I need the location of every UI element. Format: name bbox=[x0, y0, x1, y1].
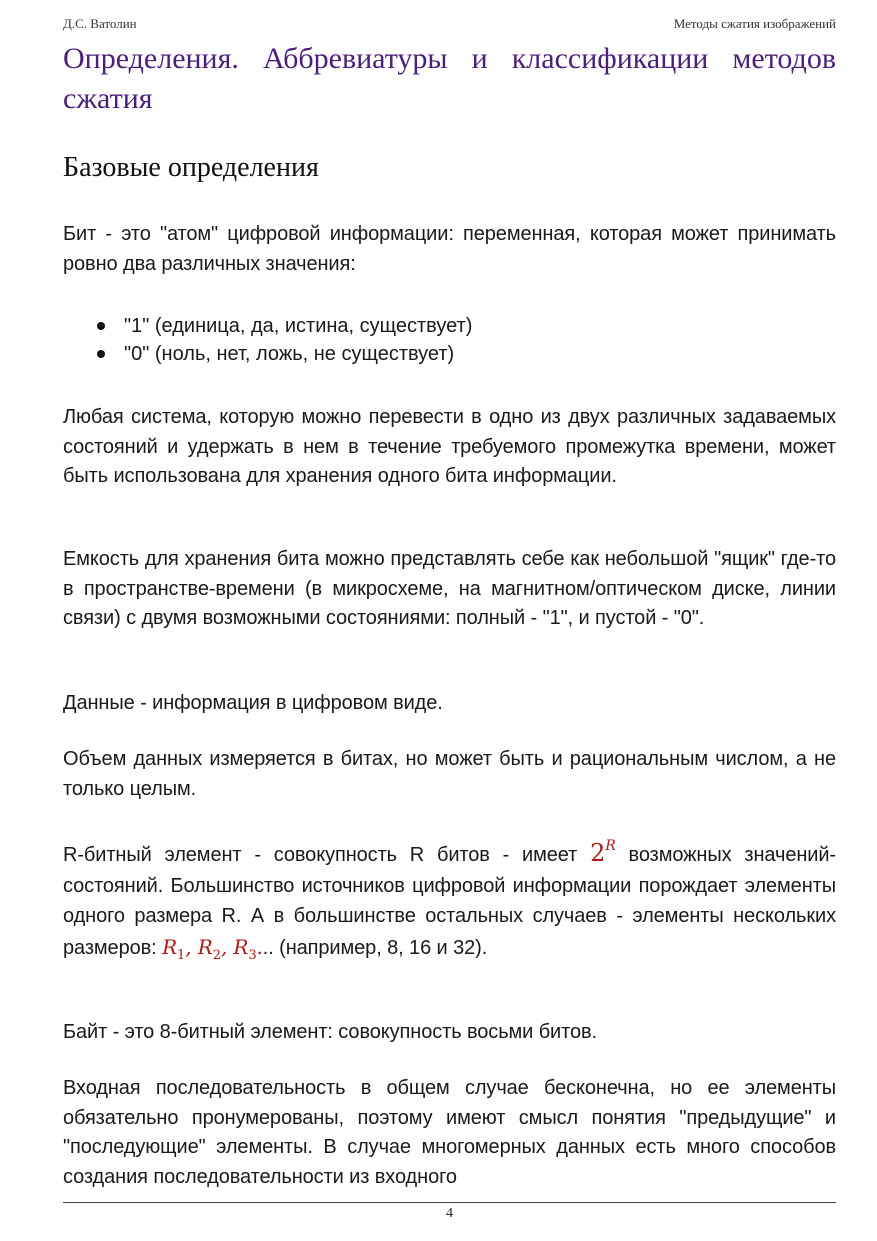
formula-exponent: R bbox=[605, 838, 616, 854]
r-bit-text-1: R-битный элемент - совокупность R битов - имеет bbox=[63, 844, 591, 866]
formula-two-power-r bbox=[590, 839, 616, 867]
formula-r1-symbol: R bbox=[162, 934, 178, 959]
formula-separator-1: , bbox=[185, 934, 198, 959]
paragraph-any-system: Любая система, которую можно перевести в одно из двух различных задаваемых состояний и удержать в нем в течение требуемого промежутка времени, может быть использована для хранения одного бита информации. bbox=[63, 406, 836, 487]
running-header bbox=[63, 16, 836, 36]
formula-r3-symbol: R bbox=[233, 934, 249, 959]
bit-values-list bbox=[63, 312, 836, 368]
page-number: 4 bbox=[446, 1206, 453, 1221]
formula-sizes-list bbox=[162, 934, 263, 963]
list-item-zero: "0" (ноль, нет, ложь, не существует) bbox=[63, 340, 836, 368]
formula-trailing-dot: . bbox=[256, 934, 263, 959]
formula-separator-2: , bbox=[220, 934, 234, 959]
paragraph-bit-definition: Бит - это "атом" цифровой информации: переменная, которая может принимать ровно два различных значения: bbox=[63, 223, 836, 275]
paragraph-capacity: Емкость для хранения бита можно представлять себе как небольшой "ящик" где-то в пространстве-времени (в микросхеме, на магнитном/оптическом диске, линии связи) с двумя возможными состояниями: полный - "1", и пустой - "0". bbox=[63, 548, 836, 629]
formula-r3-index: 3 bbox=[248, 947, 257, 963]
paragraph-input-sequence: Входная последовательность в общем случае бесконечна, но ее элементы обязательно пронумерованы, поэтому имеют смысл понятия "предыдущие" и "последующие" элементы. В случае многомерных данных есть много способов создания последовательности из входного bbox=[63, 1077, 836, 1188]
paragraph-volume: Объем данных измеряется в битах, но может быть и рациональным числом, а не только целым. bbox=[63, 748, 836, 800]
page-title: Определения. Аббревиатуры и классификации методов сжатия bbox=[63, 42, 836, 115]
formula-r2-symbol: R bbox=[197, 934, 213, 959]
r-bit-text-3: .. (например, 8, 16 и 32). bbox=[262, 936, 488, 959]
section-heading: Базовые определения bbox=[63, 152, 319, 183]
formula-base: 2 bbox=[590, 839, 606, 867]
list-item-one: "1" (единица, да, истина, существует) bbox=[63, 312, 836, 340]
r-bit-text-2: возможных значений-состояний. Большинство источников цифровой информации порождает элементы одного размера R. А в большинстве остальных случаев - элементы нескольких размеров: bbox=[63, 844, 836, 959]
formula-r1-index: 1 bbox=[177, 947, 186, 963]
paragraph-byte: Байт - это 8-битный элемент: совокупность восьми битов. bbox=[63, 1021, 597, 1043]
paragraph-r-bit-element bbox=[63, 838, 836, 963]
header-book-title: Методы сжатия изображений bbox=[673, 16, 836, 31]
footer-divider bbox=[63, 1202, 836, 1203]
formula-r2-index: 2 bbox=[212, 947, 221, 963]
header-author: Д.С. Ватолин bbox=[63, 16, 137, 31]
paragraph-data: Данные - информация в цифровом виде. bbox=[63, 692, 443, 714]
